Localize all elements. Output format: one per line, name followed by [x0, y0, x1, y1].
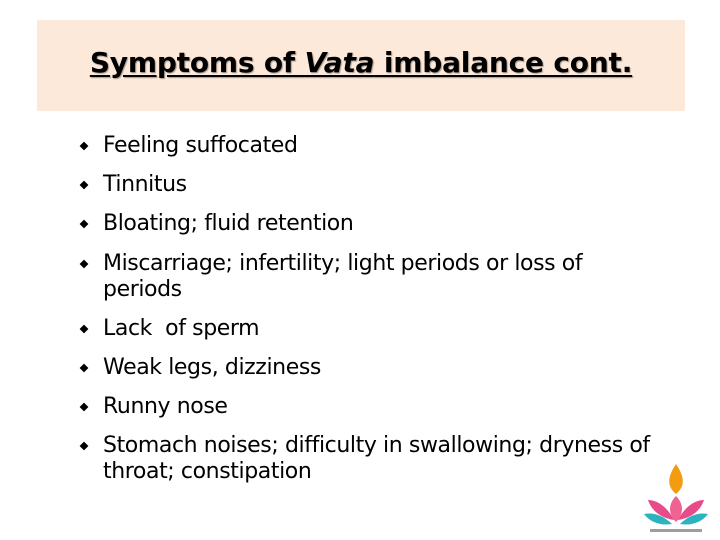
bullet-text: Tinnitus [103, 172, 187, 198]
bullet-text: Runny nose [103, 394, 228, 420]
bullet-item [80, 394, 660, 420]
square-bullet-icon [80, 142, 89, 151]
title-text-end: imbalance cont. [374, 46, 633, 79]
square-bullet-icon [80, 324, 89, 333]
title-italic-word: Vata [304, 46, 375, 79]
bullet-text: Miscarriage; infertility; light periods or loss of periods [103, 250, 583, 302]
square-bullet-icon [80, 181, 89, 190]
bullet-item [80, 133, 660, 159]
bullet-item [80, 433, 660, 485]
bullet-item [80, 211, 660, 237]
square-bullet-icon [80, 442, 89, 451]
square-bullet-icon [80, 364, 89, 373]
bullet-list [80, 133, 660, 499]
square-bullet-icon [80, 220, 89, 229]
bullet-item [80, 251, 660, 303]
lotus-lamp-logo-icon [640, 460, 712, 536]
bullet-text: Feeling suffocated [103, 133, 298, 158]
slide-title [37, 46, 685, 79]
title-band [37, 20, 685, 111]
square-bullet-icon [80, 259, 89, 268]
bullet-text: Bloating; fluid retention [103, 211, 354, 237]
title-text-start: Symptoms of [89, 46, 305, 79]
bullet-item [80, 316, 660, 342]
bullet-text: Lack of sperm [103, 315, 260, 341]
bullet-item [80, 172, 660, 198]
logo-caption-bar [650, 529, 702, 532]
bullet-text: Weak legs, dizziness [103, 354, 321, 380]
square-bullet-icon [80, 403, 89, 412]
bullet-text: Stomach noises; difficulty in swallowing; dryness of throat; constipation [103, 433, 650, 485]
bullet-item [80, 355, 660, 381]
flame-icon [669, 464, 683, 494]
